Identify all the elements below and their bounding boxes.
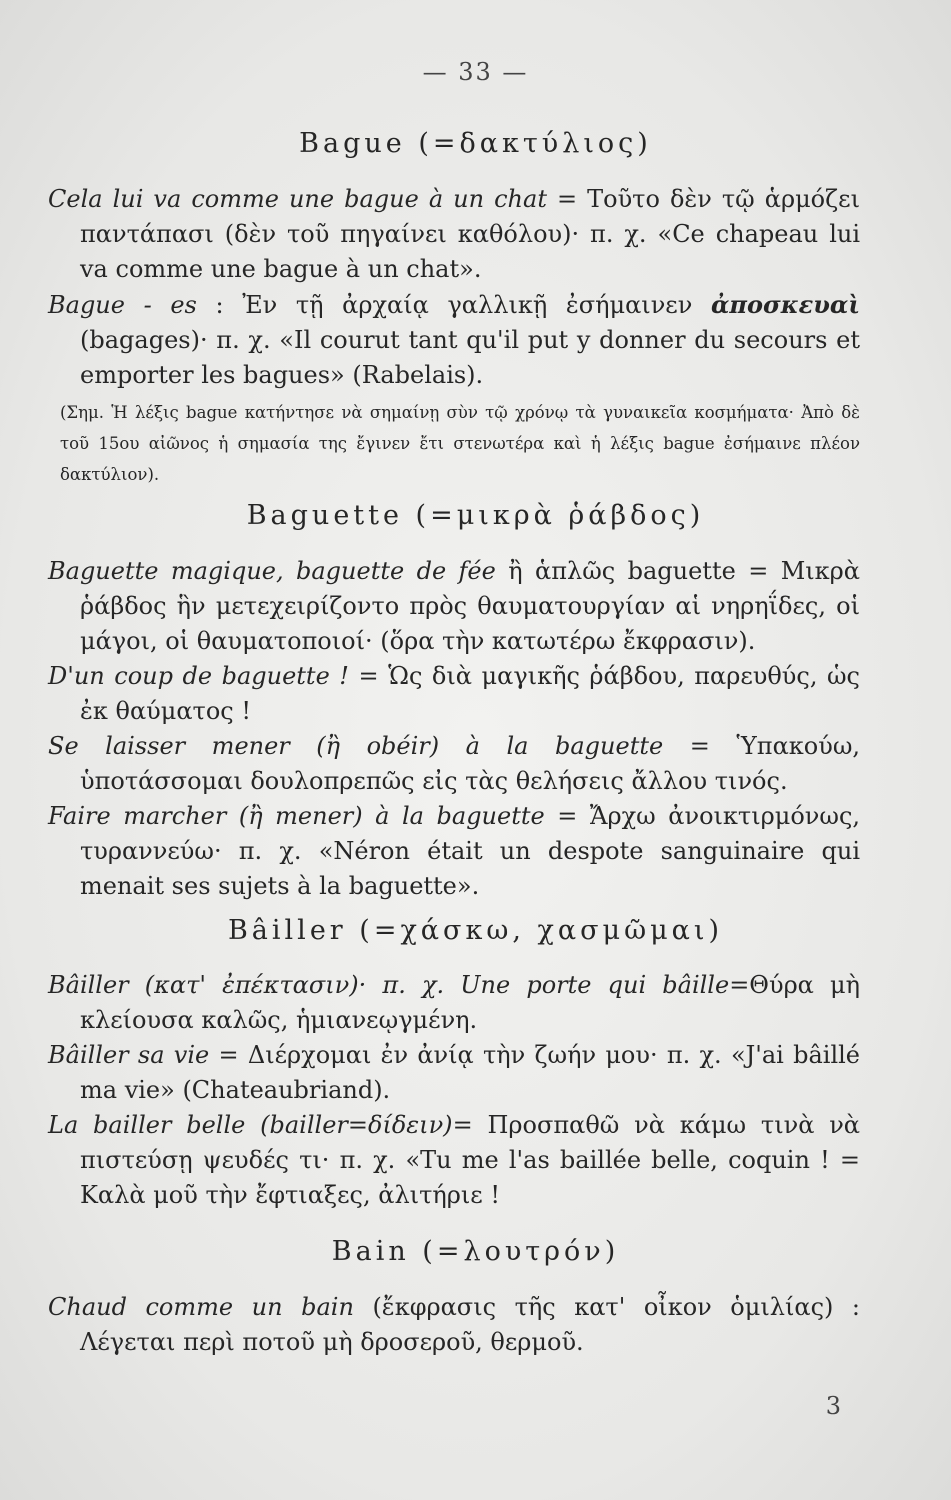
paragraph (48, 729, 860, 799)
definition: = Τοῦτο δὲν τῷ ἁρμόζει παντάπασι (δὲν τοῦ πηγαίνει καθόλου)· π. χ. «Ce chapeau lui va comme une bague à un chat». (80, 185, 860, 283)
definition: (bagages)· π. χ. «Il courut tant qu'il put y donner du secours et emporter les bagues» (Rabelais). (80, 326, 860, 389)
heading-bague: Bague (=δακτύλιος) (299, 128, 652, 159)
expression: Cela lui va comme une bague à un chat (48, 185, 547, 213)
definition: ἢ ἁπλῶς baguette = Μικρὰ ῥάβδος ἣν μετεχειρίζοντο πρὸς θαυματουργίαν αἱ νηρηΐδες, οἱ μάγοι, οἱ θαυματοποιοί· (ὅρα τὴν κατωτέρω ἔκφρασιν). (80, 557, 860, 655)
paragraph (48, 182, 860, 287)
paragraph (48, 554, 860, 659)
paragraph (48, 799, 860, 904)
expression: Bâiller sa vie (48, 1041, 210, 1069)
paragraph (48, 1108, 860, 1213)
definition: = Ἄρχω ἀνοικτιρμόνως, τυραννεύω· π. χ. «Néron était un despote sanguinaire qui menait ses sujets à la baguette». (80, 802, 861, 900)
entry-bailler (48, 968, 860, 1213)
expression: Bague - es (48, 291, 197, 319)
definition: : Ἐν τῇ ἀρχαίᾳ γαλλικῇ ἐσήμαινεν (196, 291, 711, 319)
emphasis: ἀποσκευαὶ (710, 290, 861, 319)
expression: D'un coup de baguette ! (48, 662, 349, 690)
paragraph (48, 1290, 860, 1360)
entry-baguette (48, 554, 860, 904)
paragraph (48, 968, 860, 1038)
heading-bain: Bain (=λουτρόν) (331, 1236, 620, 1267)
expression: Se laisser mener (ἢ obéir) à la baguette (48, 732, 664, 760)
note-bague: (Σημ. Ἡ λέξις bague κατήντησε νὰ σημαίνῃ σὺν τῷ χρόνῳ τὰ γυναικεῖα κοσμήματα· Ἀπὸ δὲ τοῦ 15ου αἰῶνος ἡ σημασία της ἔγινεν ἔτι στενωτέρα καὶ ἡ λέξις bague ἐσήμαινε πλέον δακτύλιον). (60, 403, 860, 484)
definition: =Θύρα μὴ κλείουσα καλῶς, ἡμιανεῳγμένη. (80, 971, 861, 1034)
definition: = Διέρχομαι ἐν ἀνίᾳ τὴν ζωήν μου· π. χ. «J'ai bâillé ma vie» (Chateaubriand). (80, 1041, 860, 1104)
definition: (ἔκφρασις τῆς κατ' οἶκον ὁμιλίας) : Λέγεται περὶ ποτοῦ μὴ δροσεροῦ, θερμοῦ. (80, 1293, 860, 1356)
definition: = Προσπαθῶ νὰ κάμω τινὰ νὰ πιστεύσῃ ψευδές τι· π. χ. «Tu me l'as baillée belle, coquin ! = Καλὰ μοῦ τὴν ἔφτιαξες, ἀλιτήριε ! (80, 1111, 861, 1209)
entry-bain (48, 1290, 860, 1360)
entry-bague (48, 182, 860, 393)
paragraph (48, 287, 860, 393)
heading-bailler: Bâiller (=χάσκω, χασμῶμαι) (227, 915, 724, 946)
paragraph (48, 1038, 860, 1108)
definition: = Ὡς διὰ μαγικῆς ῥάβδου, παρευθύς, ὡς ἐκ θαύματος ! (80, 662, 860, 725)
definition: = Ὑπακούω, ὑποτάσσομαι δουλοπρεπῶς εἰς τὰς θελήσεις ἄλλου τινός. (80, 732, 861, 795)
expression: Bâiller (κατ' ἐπέκτασιν)· π. χ. Une porte qui bâille (48, 971, 730, 999)
expression: Baguette magique, baguette de fée (48, 557, 496, 585)
paragraph (48, 659, 860, 729)
signature-mark: 3 (825, 1392, 841, 1420)
page-number: — 33 — (422, 58, 529, 86)
heading-baguette: Baguette (=μικρὰ ῥάβδος) (246, 500, 705, 531)
expression: Chaud comme un bain (48, 1293, 354, 1321)
expression: La bailler belle (bailler=δίδειν) (48, 1111, 453, 1139)
expression: Faire marcher (ἢ mener) à la baguette (48, 802, 545, 830)
